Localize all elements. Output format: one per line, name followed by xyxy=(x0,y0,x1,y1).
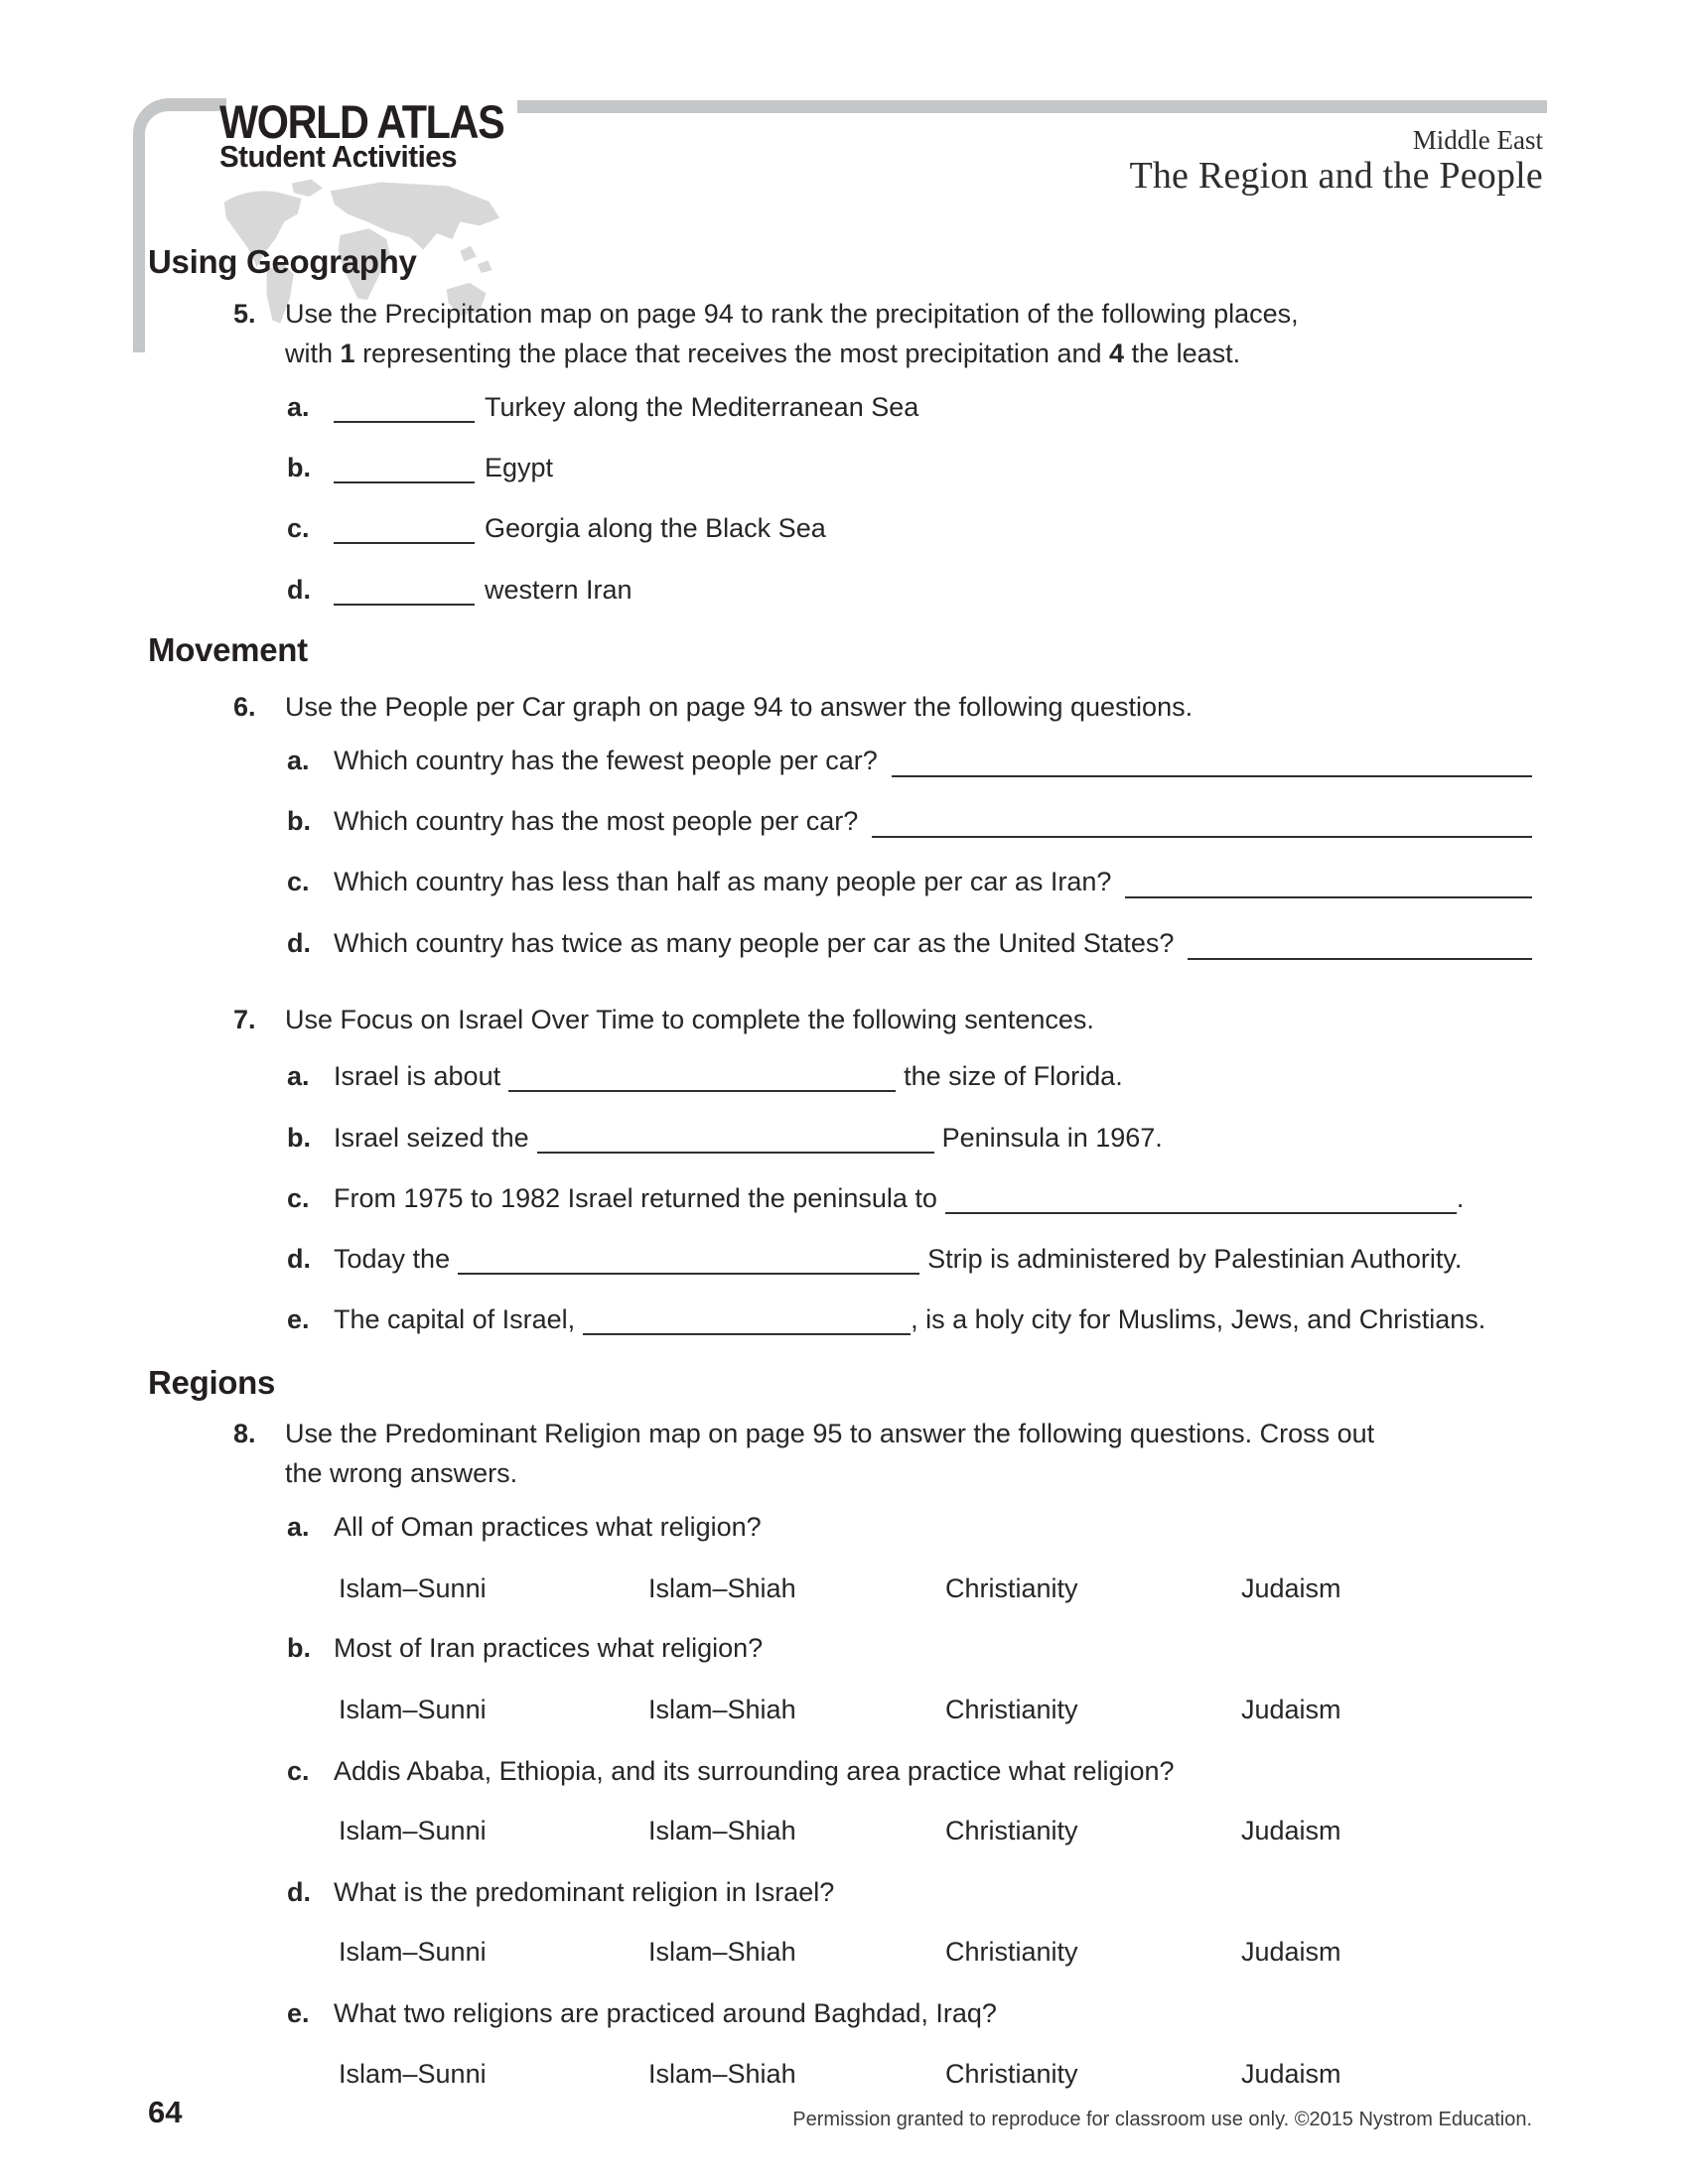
item-text: Which country has less than half as many people per car as Iran? xyxy=(334,867,1112,896)
question-text: Use the Precipitation map on page 94 to rank the precipitation of the following places, with 1 representing the place that receives the most precipitation and 4 the least. xyxy=(285,299,1299,368)
item-text: Which country has the fewest people per car? xyxy=(334,746,878,775)
region-label: Middle East xyxy=(1412,125,1543,155)
answer-blank[interactable] xyxy=(1188,958,1532,960)
question-8e xyxy=(287,1996,997,2030)
question-6b xyxy=(287,804,1532,838)
question-number: 7. xyxy=(233,1005,256,1034)
question-7e xyxy=(287,1302,1485,1336)
item-text-post: Strip is administered by Palestinian Authority. xyxy=(927,1244,1463,1274)
option-christianity[interactable]: Christianity xyxy=(945,1573,1078,1603)
question-5d xyxy=(287,573,633,607)
section-heading-regions: Regions xyxy=(148,1364,276,1401)
answer-blank[interactable] xyxy=(334,577,475,606)
item-text-pre: The capital of Israel, xyxy=(334,1304,576,1334)
item-text-post: . xyxy=(1456,1183,1465,1213)
question-number: 5. xyxy=(233,299,256,329)
item-text: Georgia along the Black Sea xyxy=(485,513,826,543)
item-letter: c. xyxy=(287,513,310,543)
answer-blank[interactable] xyxy=(334,515,475,544)
question-5-prompt xyxy=(233,294,1504,373)
answer-blank[interactable] xyxy=(334,394,475,423)
option-islam-shiah[interactable]: Islam–Shiah xyxy=(648,1573,796,1603)
section-heading-movement: Movement xyxy=(148,631,308,668)
item-letter: d. xyxy=(287,1244,311,1274)
option-judaism[interactable]: Judaism xyxy=(1241,2059,1341,2089)
question-7-prompt xyxy=(233,1000,1504,1039)
corner-bracket-decoration xyxy=(133,98,226,352)
option-christianity[interactable]: Christianity xyxy=(945,1816,1078,1845)
option-islam-shiah[interactable]: Islam–Shiah xyxy=(648,1695,796,1724)
item-letter: b. xyxy=(287,453,311,482)
option-judaism[interactable]: Judaism xyxy=(1241,1937,1341,1967)
question-6d xyxy=(287,926,1532,960)
item-letter: d. xyxy=(287,1877,311,1907)
question-text: Use Focus on Israel Over Time to complete the following sentences. xyxy=(285,1005,1094,1034)
page-title: The Region and the People xyxy=(1129,155,1543,197)
question-5a xyxy=(287,390,918,424)
item-text-pre: Today the xyxy=(334,1244,451,1274)
item-letter: a. xyxy=(287,1061,310,1091)
question-6c xyxy=(287,865,1532,898)
answer-blank[interactable] xyxy=(583,1306,911,1335)
option-judaism[interactable]: Judaism xyxy=(1241,1816,1341,1845)
question-number: 6. xyxy=(233,692,256,722)
item-text: What is the predominant religion in Israel? xyxy=(334,1877,835,1907)
question-7b xyxy=(287,1121,1163,1155)
option-judaism[interactable]: Judaism xyxy=(1241,1695,1341,1724)
brand-subtitle: Student Activities xyxy=(219,139,458,174)
question-text: Use the Predominant Religion map on page 95 to answer the following questions. Cross out the wrong answers. xyxy=(285,1419,1375,1488)
option-islam-shiah[interactable]: Islam–Shiah xyxy=(648,2059,796,2089)
item-text-post: the size of Florida. xyxy=(904,1061,1123,1091)
option-islam-sunni[interactable]: Islam–Sunni xyxy=(339,2059,487,2089)
question-8c xyxy=(287,1754,1175,1788)
option-islam-sunni[interactable]: Islam–Sunni xyxy=(339,1695,487,1724)
item-letter: c. xyxy=(287,1756,310,1786)
option-christianity[interactable]: Christianity xyxy=(945,2059,1078,2089)
question-7a xyxy=(287,1059,1123,1093)
item-letter: b. xyxy=(287,806,311,836)
item-letter: b. xyxy=(287,1123,311,1153)
item-letter: d. xyxy=(287,575,311,605)
item-letter: c. xyxy=(287,1183,310,1213)
header-rule xyxy=(517,100,1547,113)
item-letter: e. xyxy=(287,1998,310,2028)
question-8d xyxy=(287,1875,834,1909)
option-islam-shiah[interactable]: Islam–Shiah xyxy=(648,1937,796,1967)
section-heading-using-geography: Using Geography xyxy=(148,243,417,280)
item-text: Egypt xyxy=(485,453,554,482)
item-letter: a. xyxy=(287,392,310,422)
item-letter: a. xyxy=(287,746,310,775)
item-text: Turkey along the Mediterranean Sea xyxy=(485,392,919,422)
item-text: What two religions are practiced around Baghdad, Iraq? xyxy=(334,1998,997,2028)
page-number: 64 xyxy=(148,2095,183,2129)
option-islam-sunni[interactable]: Islam–Sunni xyxy=(339,1816,487,1845)
item-text: Addis Ababa, Ethiopia, and its surrounding area practice what religion? xyxy=(334,1756,1175,1786)
item-text: All of Oman practices what religion? xyxy=(334,1512,762,1542)
item-text: Most of Iran practices what religion? xyxy=(334,1633,764,1663)
item-text-post: , is a holy city for Muslims, Jews, and Christians. xyxy=(911,1304,1486,1334)
item-text-pre: From 1975 to 1982 Israel returned the peninsula to xyxy=(334,1183,937,1213)
copyright-notice: Permission granted to reproduce for classroom use only. ©2015 Nystrom Education. xyxy=(792,2109,1532,2130)
question-6a xyxy=(287,744,1532,777)
item-text-pre: Israel is about xyxy=(334,1061,501,1091)
answer-blank[interactable] xyxy=(458,1246,919,1275)
item-text: western Iran xyxy=(485,575,633,605)
answer-blank[interactable] xyxy=(334,455,475,483)
answer-blank[interactable] xyxy=(508,1063,896,1092)
option-islam-shiah[interactable]: Islam–Shiah xyxy=(648,1816,796,1845)
option-islam-sunni[interactable]: Islam–Sunni xyxy=(339,1573,487,1603)
item-text: Which country has the most people per car? xyxy=(334,806,859,836)
answer-blank[interactable] xyxy=(872,836,1532,838)
item-letter: a. xyxy=(287,1512,310,1542)
item-letter: e. xyxy=(287,1304,310,1334)
option-islam-sunni[interactable]: Islam–Sunni xyxy=(339,1937,487,1967)
question-7c xyxy=(287,1181,1464,1215)
option-judaism[interactable]: Judaism xyxy=(1241,1573,1341,1603)
answer-blank[interactable] xyxy=(892,775,1532,777)
answer-blank[interactable] xyxy=(1125,896,1532,898)
answer-blank[interactable] xyxy=(537,1125,934,1154)
item-text-pre: Israel seized the xyxy=(334,1123,529,1153)
answer-blank[interactable] xyxy=(945,1185,1457,1214)
item-text-post: Peninsula in 1967. xyxy=(941,1123,1163,1153)
question-5c xyxy=(287,511,826,545)
option-christianity[interactable]: Christianity xyxy=(945,1695,1078,1724)
question-7d xyxy=(287,1242,1462,1276)
question-5b xyxy=(287,451,553,484)
option-christianity[interactable]: Christianity xyxy=(945,1937,1078,1967)
item-text: Which country has twice as many people per car as the United States? xyxy=(334,928,1175,958)
item-letter: c. xyxy=(287,867,310,896)
question-number: 8. xyxy=(233,1419,256,1448)
item-letter: d. xyxy=(287,928,311,958)
question-8b xyxy=(287,1631,763,1665)
question-6-prompt xyxy=(233,687,1504,727)
question-8a xyxy=(287,1510,762,1544)
brand-title: WORLD ATLAS xyxy=(219,95,504,148)
item-letter: b. xyxy=(287,1633,311,1663)
question-text: Use the People per Car graph on page 94 to answer the following questions. xyxy=(285,692,1194,722)
question-8-prompt xyxy=(233,1414,1504,1493)
